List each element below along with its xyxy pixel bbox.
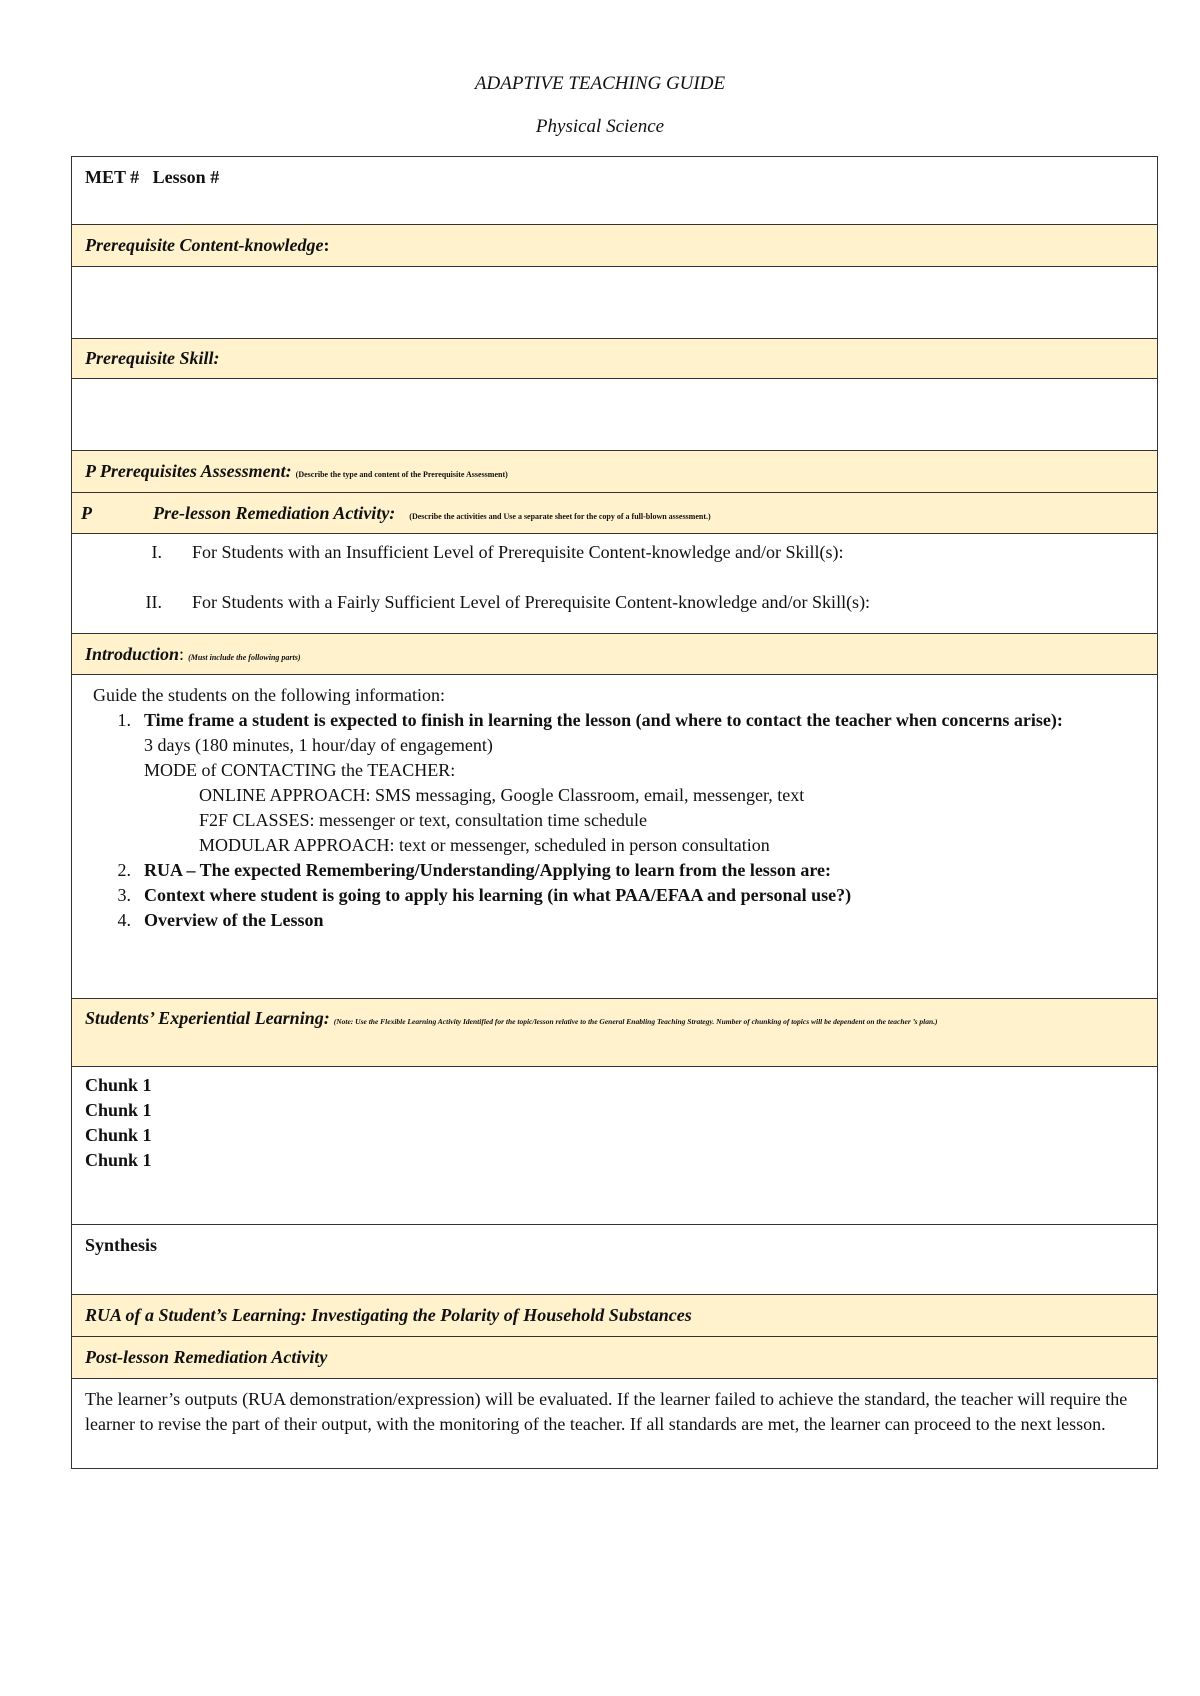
intro-item-text: Overview of the Lesson — [144, 910, 324, 930]
postlesson-text: The learner’s outputs (RUA demonstration/expression) will be evaluated. If the learner failed to achieve the standard, the teacher will require the learner to revise the part of their output, with the monitoring of the teacher. If all standards are met, the learner can proceed to the next lesson. — [85, 1389, 1128, 1434]
prelesson-label: Pre-lesson Remediation Activity: — [153, 502, 396, 523]
introduction-label: Introduction — [85, 643, 180, 664]
chunk-label: Chunk 1 — [85, 1075, 152, 1095]
prereq-skill-body — [72, 379, 1158, 451]
introduction-lead: Guide the students on the following information: — [93, 685, 445, 705]
introduction-list — [85, 708, 1144, 733]
met-lesson-label: MET # Lesson # — [85, 167, 220, 187]
synthesis-cell — [72, 1225, 1158, 1295]
document-subtitle: Physical Science — [535, 116, 665, 137]
experiential-note: (Note: Use the Flexible Learning Activity Identified for the topic/lesson relative to the General Enabling Teaching Strategy. Number of chunking of topics will be dependent on the teacher ’s plan.) — [333, 1017, 938, 1026]
chunk-label: Chunk 1 — [85, 1100, 152, 1120]
chunk-label: Chunk 1 — [85, 1150, 152, 1170]
introduction-colon: : — [179, 643, 185, 664]
rua-title: RUA of a Student’s Learning: Investigating the Polarity of Household Substances — [85, 1305, 692, 1325]
prelesson-note: (Describe the activities and Use a separate sheet for the copy of a full-blown assessment.) — [409, 511, 711, 521]
intro-item-num: 1. — [117, 710, 131, 730]
prereq-assessment-header — [72, 451, 1158, 493]
intro-item-num: 2. — [117, 860, 131, 880]
chunk-label: Chunk 1 — [85, 1125, 152, 1145]
list-item — [85, 708, 1144, 733]
experiential-body — [72, 1067, 1158, 1225]
prelesson-item-text: For Students with an Insufficient Level of Prerequisite Content-knowledge and/or Skill(s): — [192, 542, 844, 562]
postlesson-body — [72, 1379, 1158, 1469]
list-item — [85, 592, 1144, 613]
introduction-list-continued — [85, 858, 1144, 933]
introduction-note: (Must include the following parts) — [188, 652, 301, 662]
prereq-assessment-label: P Prerequisites Assessment: — [85, 461, 292, 481]
intro-item-text: Context where student is going to apply his learning (in what PAA/EFAA and personal use?) — [144, 885, 852, 905]
intro-item-num: 4. — [117, 910, 131, 930]
prelesson-body — [72, 534, 1158, 634]
postlesson-label: Post-lesson Remediation Activity — [85, 1347, 328, 1367]
postlesson-header — [72, 1337, 1158, 1379]
list-item — [85, 542, 1144, 563]
intro-item-num: 3. — [117, 885, 131, 905]
mode-f2f: F2F CLASSES: messenger or text, consultation time schedule — [199, 810, 647, 830]
teaching-guide-table — [71, 156, 1158, 1469]
list-item — [85, 858, 1144, 883]
introduction-body — [72, 675, 1158, 999]
rua-header — [72, 1295, 1158, 1337]
list-item — [85, 908, 1144, 933]
prereq-content-colon: : — [323, 235, 330, 255]
introduction-header — [72, 634, 1158, 675]
met-lesson-cell — [72, 157, 1158, 225]
prelesson-list — [85, 542, 1144, 613]
synthesis-label: Synthesis — [85, 1235, 158, 1255]
prelesson-item-text: For Students with a Fairly Sufficient Level of Prerequisite Content-knowledge and/or Skill(s): — [192, 592, 871, 612]
prereq-content-header — [72, 225, 1158, 267]
mode-label: MODE of CONTACTING the TEACHER: — [144, 760, 456, 780]
prelesson-item-num: II. — [145, 592, 162, 612]
duration-text: 3 days (180 minutes, 1 hour/day of engagement) — [144, 735, 493, 755]
experiential-header — [72, 999, 1158, 1067]
prereq-content-label: Prerequisite Content-knowledge — [85, 235, 324, 255]
prereq-content-body — [72, 267, 1158, 339]
list-item — [85, 883, 1144, 908]
prereq-skill-header — [72, 339, 1158, 379]
prelesson-header — [72, 493, 1158, 534]
experiential-label: Students’ Experiential Learning: — [85, 1008, 330, 1028]
prelesson-item-num: I. — [151, 542, 162, 562]
prereq-skill-label: Prerequisite Skill: — [85, 348, 220, 368]
document-title: ADAPTIVE TEACHING GUIDE — [474, 73, 726, 94]
mode-modular: MODULAR APPROACH: text or messenger, scheduled in person consultation — [199, 835, 770, 855]
intro-item-text: Time frame a student is expected to finish in learning the lesson (and where to contact the teacher when concerns arise): — [144, 710, 1063, 730]
prelesson-prefix: P — [81, 502, 92, 523]
intro-item-text: RUA – The expected Remembering/Understanding/Applying to learn from the lesson are: — [144, 860, 831, 880]
prereq-assessment-note: (Describe the type and content of the Prerequisite Assessment) — [295, 470, 508, 479]
mode-online: ONLINE APPROACH: SMS messaging, Google Classroom, email, messenger, text — [199, 785, 805, 805]
